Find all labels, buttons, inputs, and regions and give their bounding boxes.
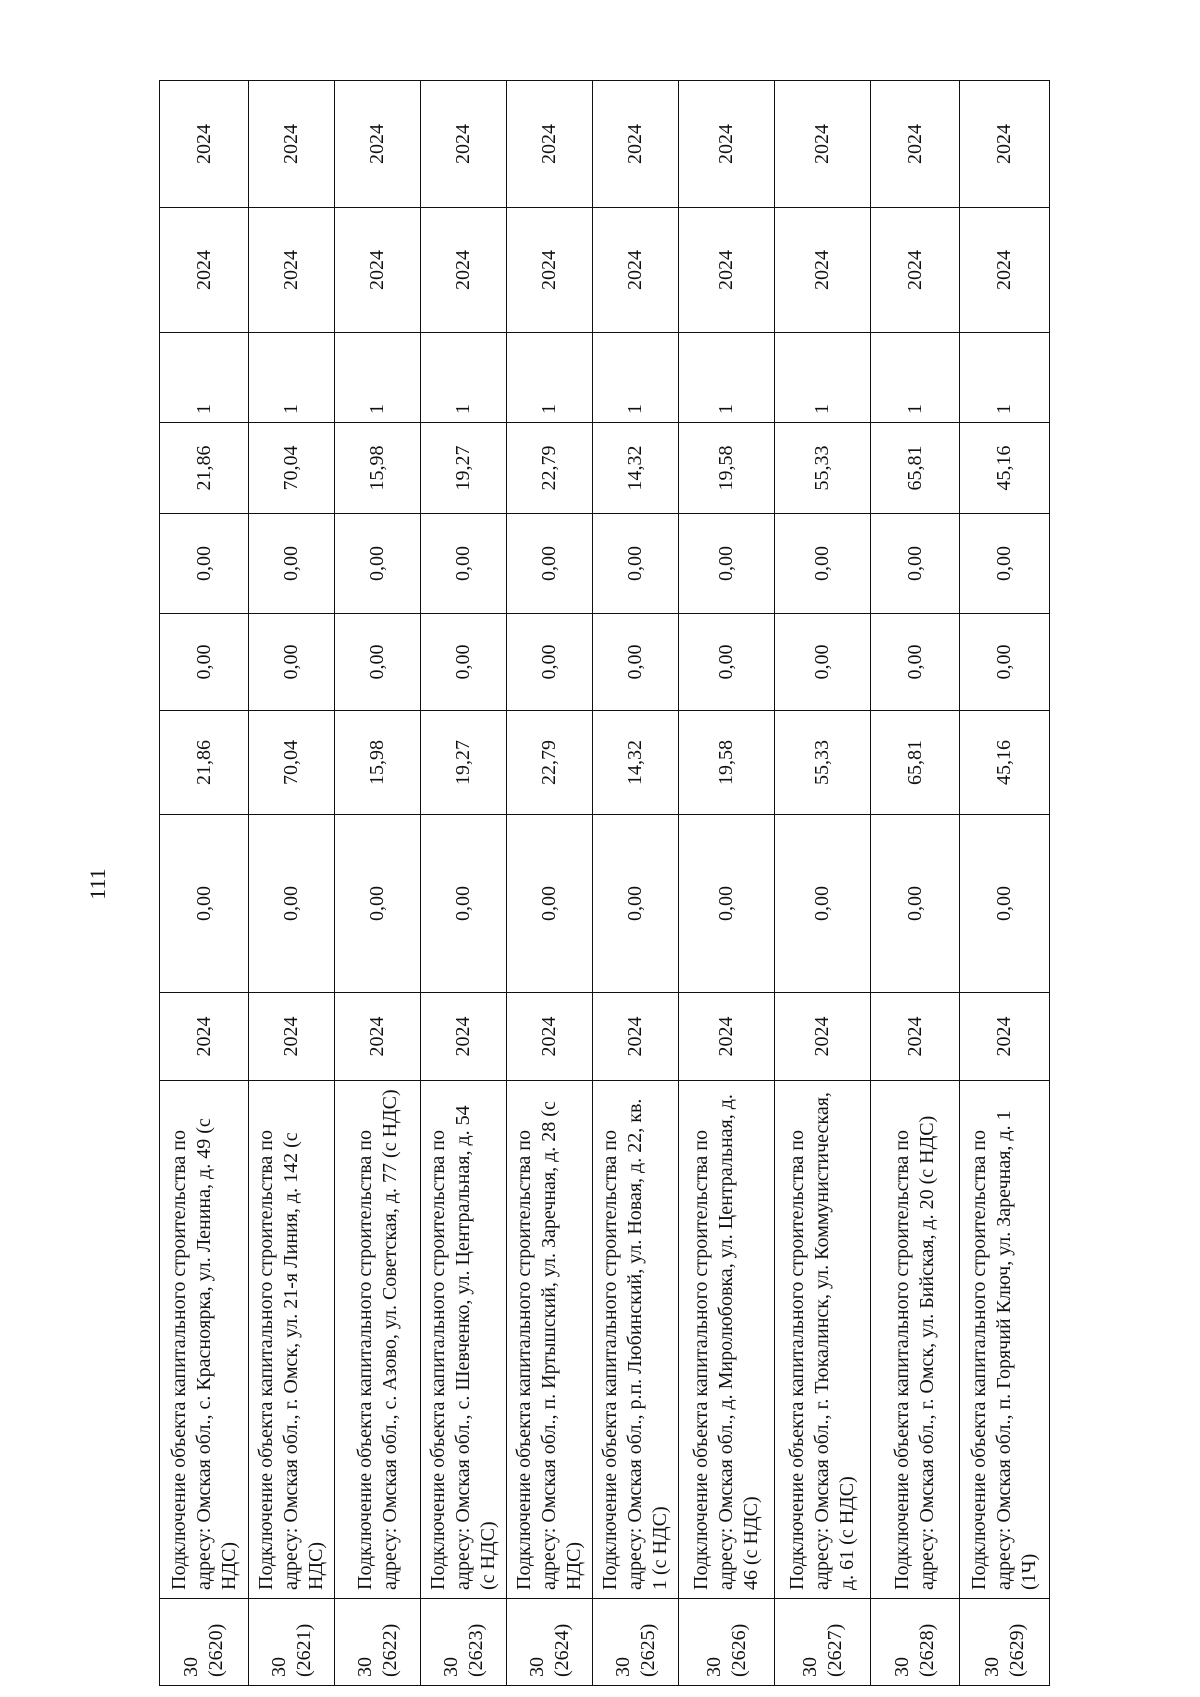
table-row — [871, 81, 960, 1686]
cell-count: 1 — [871, 333, 960, 423]
table-row — [593, 81, 679, 1686]
cell-year-a: 2024 — [507, 208, 593, 333]
cell-value-5: 21,86 — [160, 423, 249, 514]
cell-value-1: 0,00 — [421, 815, 507, 993]
cell-year-b: 2024 — [775, 81, 871, 208]
cell-count: 1 — [335, 333, 421, 423]
cell-value-4: 0,00 — [507, 514, 593, 614]
cell-year-b: 2024 — [871, 81, 960, 208]
cell-project-id — [775, 1599, 871, 1686]
project-number: 30 — [980, 1657, 1003, 1677]
cell-value-1: 0,00 — [593, 815, 679, 993]
project-code: (2623) — [464, 1623, 487, 1677]
cell-value-4: 0,00 — [335, 514, 421, 614]
cell-year-start: 2024 — [960, 993, 1050, 1081]
cell-value-2: 22,79 — [507, 711, 593, 815]
cell-year-b: 2024 — [421, 81, 507, 208]
projects-table — [159, 80, 1050, 1686]
cell-project-id — [249, 1599, 335, 1686]
cell-year-a: 2024 — [160, 208, 249, 333]
cell-project-id — [160, 1599, 249, 1686]
cell-value-5: 19,27 — [421, 423, 507, 514]
project-number: 30 — [611, 1657, 634, 1677]
table-row — [960, 81, 1050, 1686]
project-code: (2620) — [205, 1623, 227, 1677]
project-number: 30 — [439, 1657, 462, 1677]
cell-value-5: 45,16 — [960, 423, 1050, 514]
cell-value-2: 21,86 — [160, 711, 249, 815]
cell-year-a: 2024 — [960, 208, 1050, 333]
cell-value-3: 0,00 — [335, 614, 421, 711]
cell-year-start: 2024 — [507, 993, 593, 1081]
cell-value-1: 0,00 — [507, 815, 593, 993]
cell-year-start: 2024 — [871, 993, 960, 1081]
cell-year-start: 2024 — [593, 993, 679, 1081]
cell-description: Подключение объекта капитального строительства по адресу: Омская обл., г. Омск, ул. 21-я Линия, д. 142 (с НДС) — [249, 1081, 335, 1599]
cell-value-5: 22,79 — [507, 423, 593, 514]
cell-year-a: 2024 — [335, 208, 421, 333]
cell-value-1: 0,00 — [679, 815, 775, 993]
cell-description: Подключение объекта капитального строительства по адресу: Омская обл., с. Шевченко, ул. Центральная, д. 54 (с НДС) — [421, 1081, 507, 1599]
cell-value-2: 55,33 — [775, 711, 871, 815]
page-number: 111 — [85, 868, 110, 900]
cell-value-3: 0,00 — [960, 614, 1050, 711]
cell-value-2: 65,81 — [871, 711, 960, 815]
cell-value-3: 0,00 — [249, 614, 335, 711]
cell-description: Подключение объекта капитального строительства по адресу: Омская обл., д. Миролюбовка, ул. Центральная, д. 46 (с НДС) — [679, 1081, 775, 1599]
cell-project-id — [593, 1599, 679, 1686]
cell-count: 1 — [593, 333, 679, 423]
project-number: 30 — [525, 1657, 548, 1677]
cell-year-start: 2024 — [249, 993, 335, 1081]
table-row — [421, 81, 507, 1686]
cell-value-3: 0,00 — [593, 614, 679, 711]
project-code: (2627) — [823, 1623, 846, 1677]
cell-value-2: 45,16 — [960, 711, 1050, 815]
project-code: (2622) — [378, 1623, 401, 1677]
table-row — [507, 81, 593, 1686]
cell-value-5: 65,81 — [871, 423, 960, 514]
cell-project-id — [871, 1599, 960, 1686]
rotated-table-wrapper — [159, 81, 1049, 1686]
cell-description: Подключение объекта капитального строительства по адресу: Омская обл., с. Краснoярка, ул. Ленина, д. 49 (с НДС) — [160, 1081, 249, 1599]
cell-value-3: 0,00 — [421, 614, 507, 711]
cell-year-start: 2024 — [421, 993, 507, 1081]
cell-value-5: 14,32 — [593, 423, 679, 514]
cell-project-id — [679, 1599, 775, 1686]
table-row — [335, 81, 421, 1686]
cell-value-4: 0,00 — [249, 514, 335, 614]
table-row — [249, 81, 335, 1686]
cell-value-5: 70,04 — [249, 423, 335, 514]
cell-value-3: 0,00 — [679, 614, 775, 711]
cell-year-b: 2024 — [249, 81, 335, 208]
cell-value-3: 0,00 — [507, 614, 593, 711]
cell-value-4: 0,00 — [593, 514, 679, 614]
cell-value-1: 0,00 — [160, 815, 249, 993]
table-row — [679, 81, 775, 1686]
cell-value-1: 0,00 — [249, 815, 335, 993]
cell-value-4: 0,00 — [160, 514, 249, 614]
cell-year-start: 2024 — [335, 993, 421, 1081]
cell-value-4: 0,00 — [871, 514, 960, 614]
cell-value-3: 0,00 — [871, 614, 960, 711]
cell-description: Подключение объекта капитального строительства по адресу: Омская обл., г. Омск, ул. Бийская, д. 20 (с НДС) — [871, 1081, 960, 1599]
cell-count: 1 — [775, 333, 871, 423]
cell-value-4: 0,00 — [421, 514, 507, 614]
cell-project-id — [507, 1599, 593, 1686]
cell-year-a: 2024 — [871, 208, 960, 333]
project-code: (2625) — [636, 1623, 659, 1677]
cell-value-5: 55,33 — [775, 423, 871, 514]
project-code: (2628) — [916, 1623, 938, 1677]
project-number: 30 — [180, 1657, 202, 1677]
table-body — [160, 81, 1050, 1686]
project-number: 30 — [798, 1657, 821, 1677]
cell-count: 1 — [160, 333, 249, 423]
project-code: (2624) — [550, 1623, 573, 1677]
cell-year-start: 2024 — [775, 993, 871, 1081]
cell-count: 1 — [507, 333, 593, 423]
table-row — [775, 81, 871, 1686]
cell-year-a: 2024 — [249, 208, 335, 333]
cell-project-id — [335, 1599, 421, 1686]
cell-value-2: 19,58 — [679, 711, 775, 815]
cell-year-a: 2024 — [421, 208, 507, 333]
cell-year-b: 2024 — [593, 81, 679, 208]
cell-value-4: 0,00 — [775, 514, 871, 614]
project-number: 30 — [267, 1657, 290, 1677]
cell-project-id — [421, 1599, 507, 1686]
project-code: (2629) — [1005, 1623, 1028, 1677]
cell-count: 1 — [421, 333, 507, 423]
cell-count: 1 — [679, 333, 775, 423]
cell-description: Подключение объекта капитального строительства по адресу: Омская обл., с. Азово, ул. Советская, д. 77 (с НДС) — [335, 1081, 421, 1599]
cell-value-3: 0,00 — [775, 614, 871, 711]
cell-count: 1 — [249, 333, 335, 423]
cell-value-2: 70,04 — [249, 711, 335, 815]
cell-year-b: 2024 — [335, 81, 421, 208]
project-number: 30 — [891, 1657, 913, 1677]
cell-count: 1 — [960, 333, 1050, 423]
cell-value-2: 19,27 — [421, 711, 507, 815]
cell-value-3: 0,00 — [160, 614, 249, 711]
project-code: (2626) — [727, 1623, 750, 1677]
cell-year-start: 2024 — [160, 993, 249, 1081]
cell-year-a: 2024 — [593, 208, 679, 333]
project-number: 30 — [702, 1657, 725, 1677]
cell-value-1: 0,00 — [335, 815, 421, 993]
cell-value-2: 14,32 — [593, 711, 679, 815]
table-row — [160, 81, 249, 1686]
cell-year-a: 2024 — [775, 208, 871, 333]
cell-year-start: 2024 — [679, 993, 775, 1081]
cell-project-id — [960, 1599, 1050, 1686]
cell-year-b: 2024 — [507, 81, 593, 208]
project-number: 30 — [353, 1657, 376, 1677]
cell-year-b: 2024 — [960, 81, 1050, 208]
cell-value-1: 0,00 — [775, 815, 871, 993]
cell-description: Подключение объекта капитального строительства по адресу: Омская обл., г. Тюкалинск, ул. Коммунистическая, д. 61 (с НДС) — [775, 1081, 871, 1599]
cell-value-1: 0,00 — [871, 815, 960, 993]
cell-year-a: 2024 — [679, 208, 775, 333]
cell-value-1: 0,00 — [960, 815, 1050, 993]
cell-year-b: 2024 — [160, 81, 249, 208]
cell-value-4: 0,00 — [960, 514, 1050, 614]
cell-description: Подключение объекта капитального строительства по адресу: Омская обл., п. Горячий Ключ, ул. Заречная, д. 1 (1Ч) — [960, 1081, 1050, 1599]
cell-value-2: 15,98 — [335, 711, 421, 815]
cell-value-4: 0,00 — [679, 514, 775, 614]
cell-year-b: 2024 — [679, 81, 775, 208]
cell-description: Подключение объекта капитального строительства по адресу: Омская обл., п. Иртышский, ул. Заречная, д. 28 (с НДС) — [507, 1081, 593, 1599]
cell-description: Подключение объекта капитального строительства по адресу: Омская обл., р.п. Любинский, ул. Новая, д. 22, кв. 1 (с НДС) — [593, 1081, 679, 1599]
project-code: (2621) — [292, 1623, 315, 1677]
cell-value-5: 19,58 — [679, 423, 775, 514]
cell-value-5: 15,98 — [335, 423, 421, 514]
